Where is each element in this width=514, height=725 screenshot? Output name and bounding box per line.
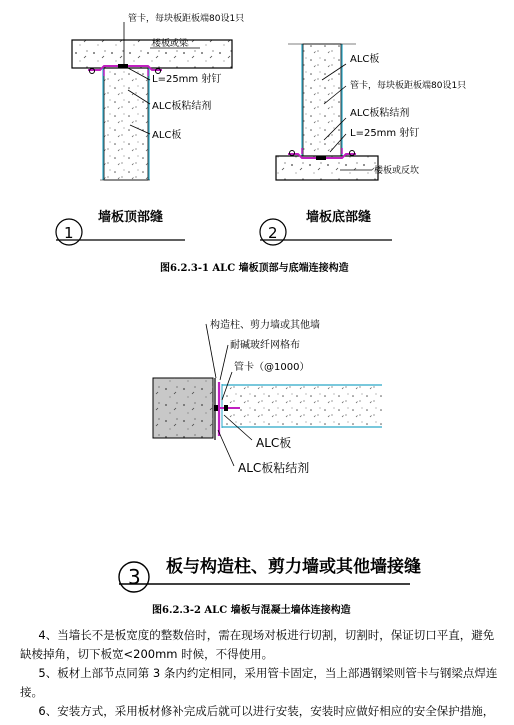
detail-number: 1 [64,224,74,242]
floor-or-curb [276,156,378,180]
diagram-top-joint [56,12,244,245]
label-clamp: 管卡，每块板距板端80设1只 [128,14,245,24]
label-panel: ALC板 [256,436,292,450]
diagram-bottom-joint [260,44,466,245]
label-floor: 楼板或反坎 [374,166,420,176]
detail-number: 3 [128,565,141,589]
paragraph-4: 4、当墙长不是板宽度的整数倍时，需在现场对板进行切割，切割时，保证切口平直，避免缺棱掉角，切下板宽<200mm 时候，不得使用。 [20,628,495,661]
alc-panel-2 [303,44,341,156]
alc-panel-1 [104,68,148,180]
detail-title: 墙板顶部缝 [98,210,164,225]
detail-title: 板与构造柱、剪力墙或其他墙接缝 [166,557,421,577]
label-panel: ALC板 [350,54,380,65]
diagram-column-joint [119,318,421,592]
paragraph-6: 6、安装方式，采用板材修补完成后就可以进行安装，安装时应做好相应的安全保护措施， [38,704,495,718]
label-nail: L=25mm 射钉 [152,74,222,85]
figure-caption-2: 图6.2.3-2 ALC 墙板与混凝土墙体连接构造 [152,605,351,616]
label-mesh: 耐碱玻纤网格布 [230,340,300,351]
label-panel: ALC板 [152,130,182,141]
detail-title: 墙板底部缝 [306,210,372,225]
label-clamp: 管卡，每块板距板端80设1只 [350,81,467,91]
detail-number: 2 [268,224,278,242]
figure-caption-1: 图6.2.3-1 ALC 墙板顶部与底端连接构造 [160,263,349,274]
label-adhesive: ALC板粘结剂 [350,108,410,119]
label-adhesive: ALC板粘结剂 [238,461,310,475]
label-clamp: 管卡（@1000） [234,362,310,373]
label-adhesive: ALC板粘结剂 [152,101,212,112]
paragraph-5: 5、板材上部节点同第 3 条内约定相同，采用管卡固定，当上部遇钢梁则管卡与钢梁点焊连接。 [20,666,498,699]
alc-panel-3 [222,386,382,426]
label-column: 构造柱、剪力墙或其他墙 [210,320,320,331]
label-slab: 楼板或梁 [152,39,189,49]
label-nail: L=25mm 射钉 [350,128,420,139]
